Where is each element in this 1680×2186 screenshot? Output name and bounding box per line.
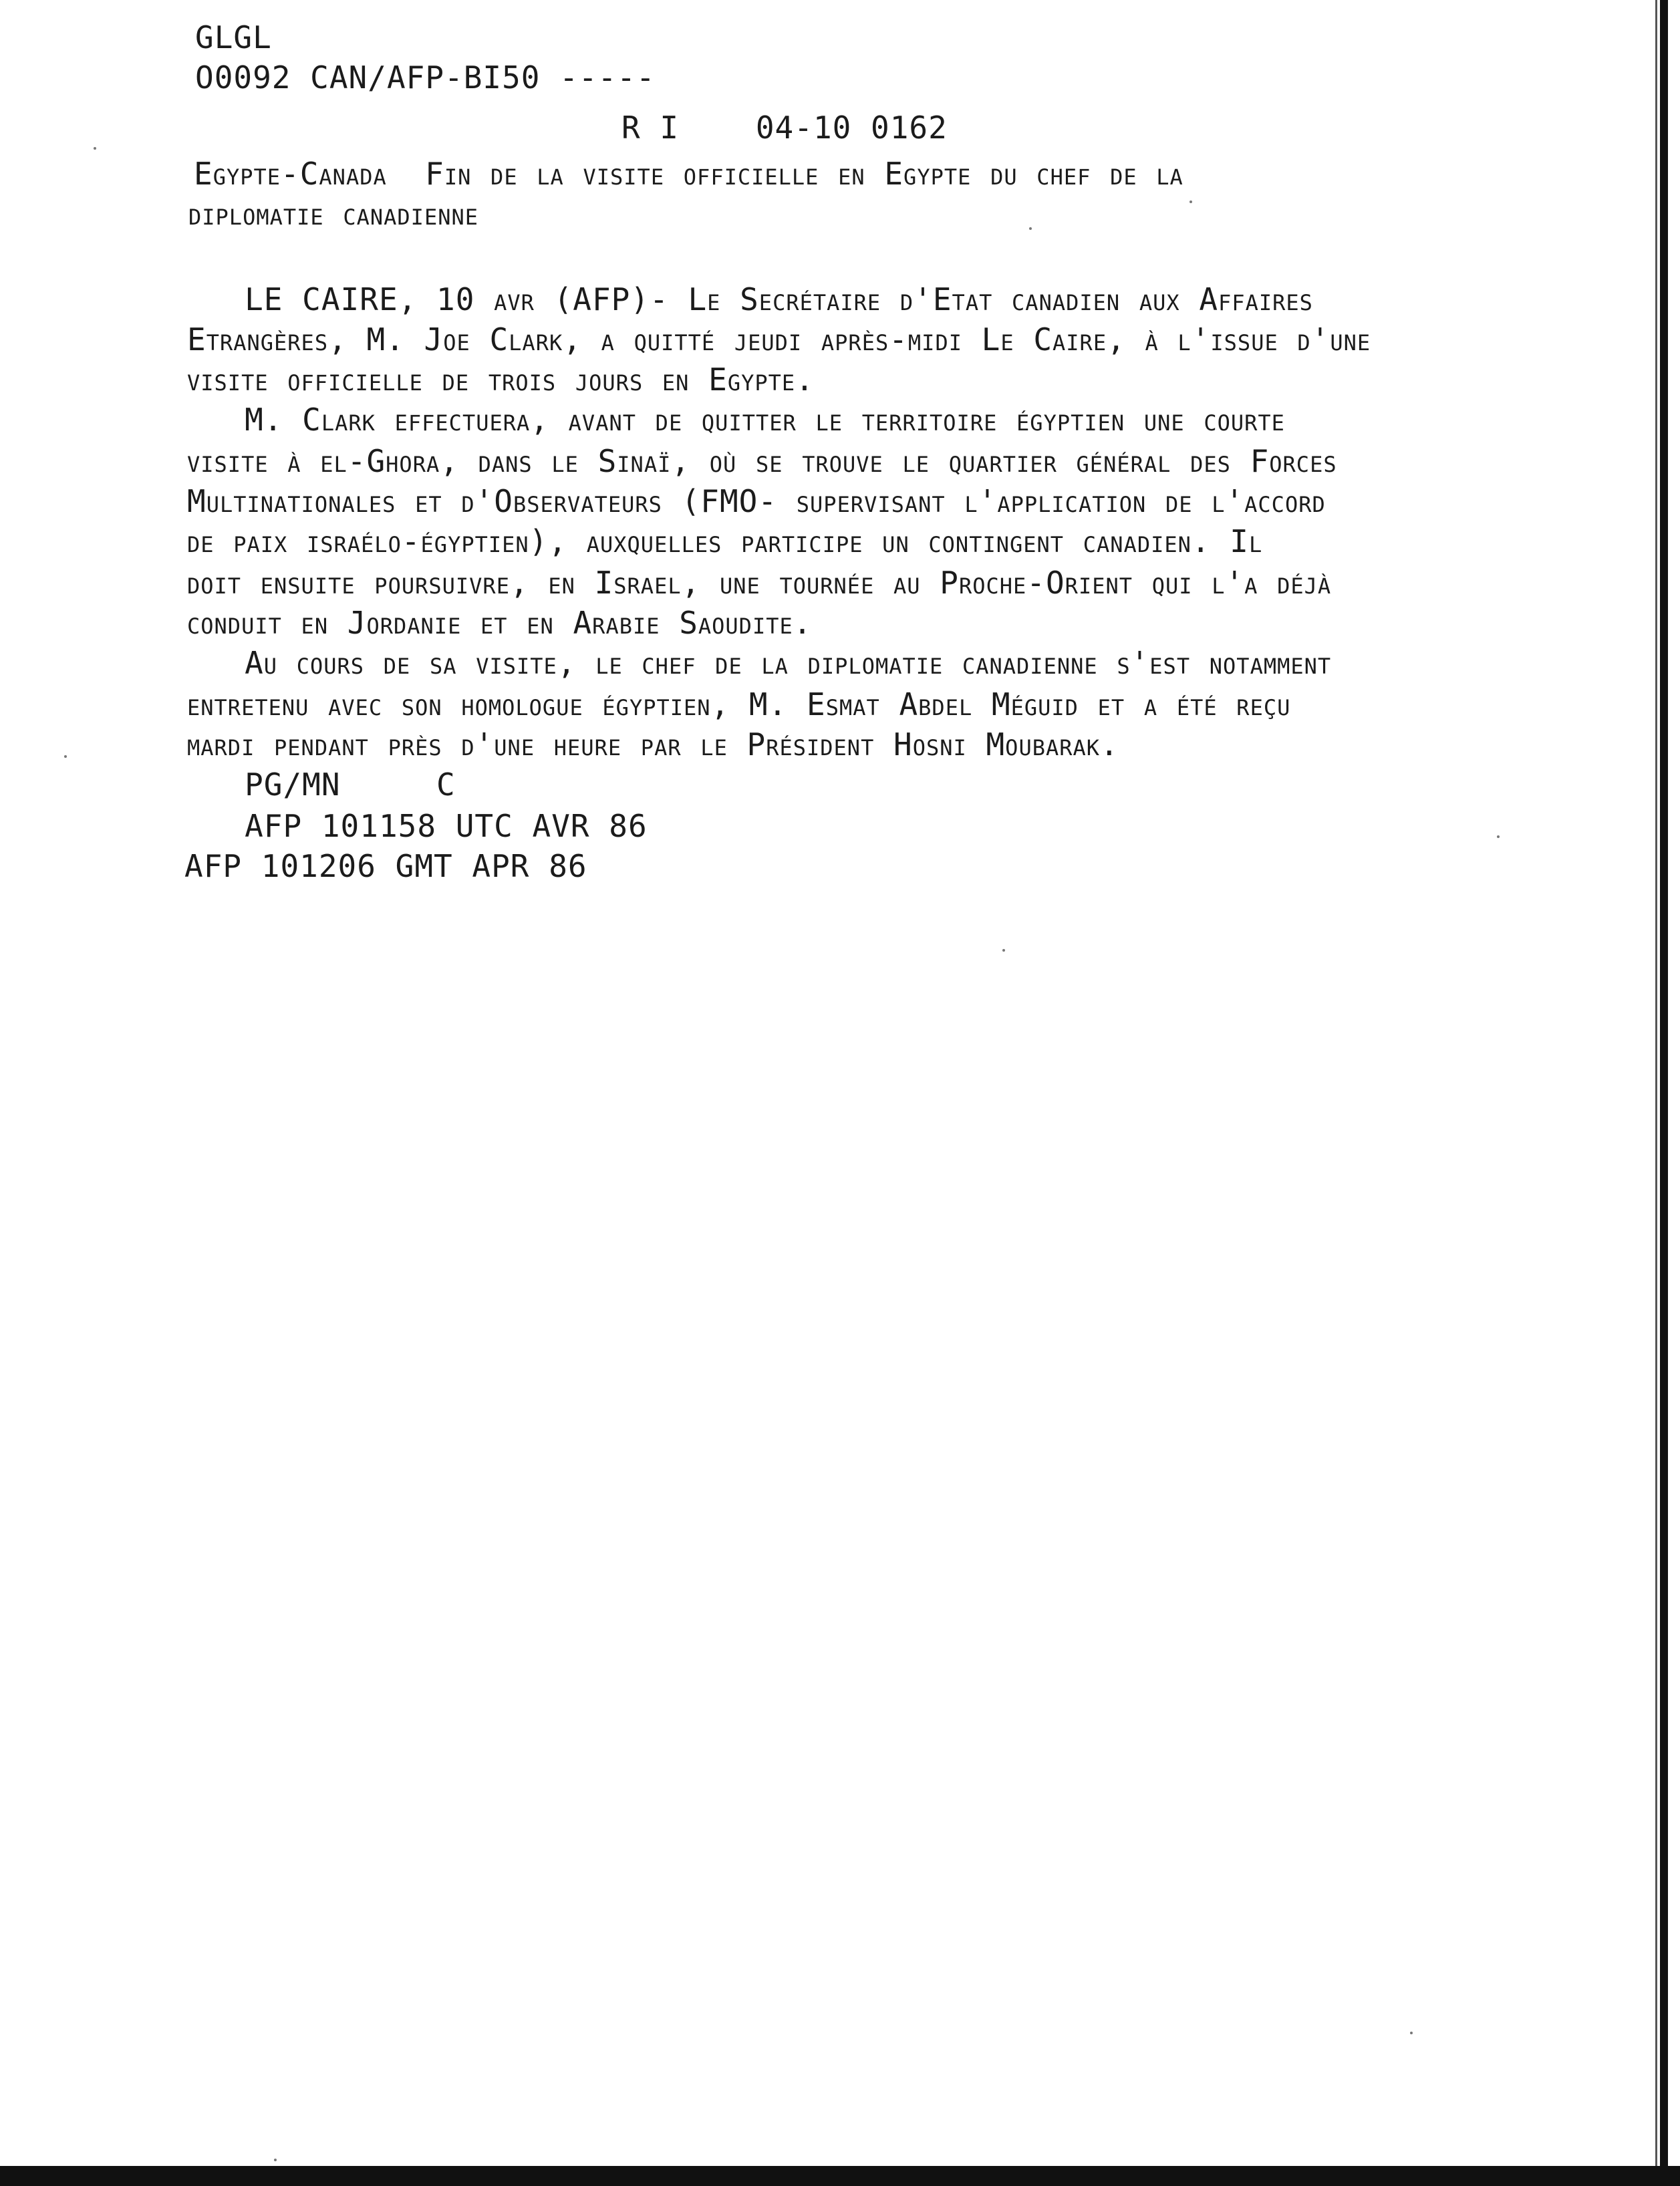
scan-edge-line — [1655, 0, 1657, 2186]
scan-speck — [1002, 949, 1005, 952]
scan-edge-bottom — [0, 2166, 1680, 2186]
body-line: de paix israélo-égyptien), auxquelles participe un contingent canadien. Il — [187, 523, 1263, 559]
body-line: Multinationales et d'Observateurs (FMO- supervisant l'application de l'accord — [187, 483, 1326, 519]
scan-speck — [274, 2159, 277, 2161]
body-line: entretenu avec son homologue égyptien, M. Esmat Abdel Méguid et a été reçu — [187, 686, 1291, 722]
routing-code: GLGL — [195, 19, 272, 55]
body-line: LE CAIRE, 10 avr (AFP)- Le Secrétaire d'Etat canadien aux Affaires — [187, 281, 1313, 317]
editor-initials: PG/MN C — [187, 767, 456, 803]
scan-speck — [1029, 227, 1032, 230]
scan-speck — [1497, 835, 1500, 838]
scan-speck — [94, 147, 96, 150]
body-line: visite officielle de trois jours en Egypte. — [187, 362, 815, 398]
body-line: visite à el-Ghora, dans le Sinaï, où se trouve le quartier général des Forces — [187, 443, 1337, 479]
body-line: Etrangères, M. Joe Clark, a quitté jeudi après-midi Le Caire, à l'issue d'une — [187, 321, 1371, 358]
dateline-utc: AFP 101158 UTC AVR 86 — [187, 808, 648, 844]
body-line: M. Clark effectuera, avant de quitter le territoire égyptien une courte — [187, 402, 1285, 438]
priority-date-code: R I 04-10 0162 — [621, 110, 948, 146]
scan-speck — [1189, 200, 1192, 203]
body-line: Au cours de sa visite, le chef de la diplomatie canadienne s'est notamment — [187, 645, 1332, 681]
headline-line-2: diplomatie canadienne — [188, 196, 479, 232]
scan-speck — [1410, 2032, 1413, 2034]
scan-speck — [64, 755, 67, 758]
headline-line-1: Egypte-Canada Fin de la visite officielle en Egypte du chef de la — [194, 156, 1183, 192]
body-line: conduit en Jordanie et en Arabie Saoudite. — [187, 605, 813, 641]
body-line: mardi pendant près d'une heure par le Président Hosni Moubarak. — [187, 726, 1119, 763]
scan-edge-right — [1660, 0, 1668, 2186]
body-line: doit ensuite poursuivre, en Israel, une tournée au Proche-Orient qui l'a déjà — [187, 565, 1332, 601]
dispatch-id: O0092 CAN/AFP-BI50 ----- — [195, 59, 656, 96]
dateline-gmt: AFP 101206 GMT APR 86 — [184, 848, 587, 884]
